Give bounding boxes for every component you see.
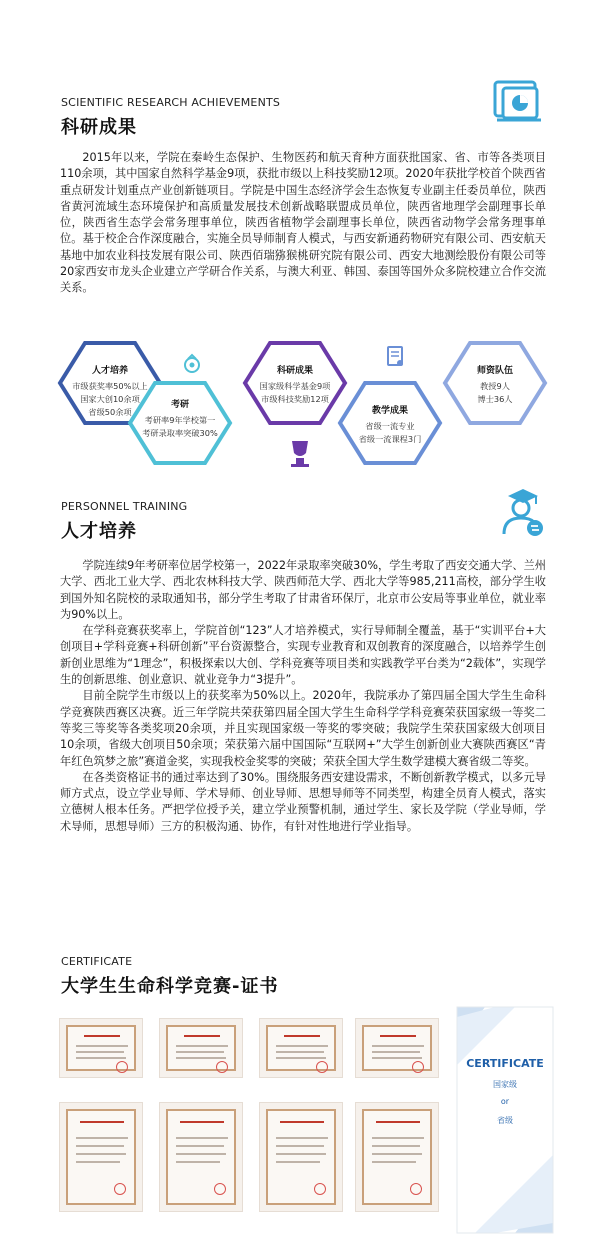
research-body: 2015年以来，学院在秦岭生态保护、生物医药和航天育种方面获批国家、省、市等各类项目110余项，其中国家自然科学基金9项，获批市级以上科技奖励12项。2020年获批学校首个陕西省重点研发计划重点产业创新链项目。学院是中国生态经济学会生态恢复专业副主任委员单位，陕西省黄河流域生态环境保护和高质量发展技术创新战略联盟成员单位，陕西省地理学会副理事长单位，陕西省生态学会常务理事单位，陕西省植物学会副理事长单位，陕西省动物学会常务理事单位。基于校企合作深度融合，实施全员导师制育人模式，与西安新通药物研究有限公司、西安航天基地中加农业科技发展有限公司、陕西佰瑞猕猴桃研究院有限公司、西安大地测绘股份有限公司等20家西安市龙头企业建立产学研合作关系，与澳大利亚、韩国、泰国等国外众多院校建立合作交流关系。: [60, 151, 546, 295]
certificate-image: [355, 1102, 439, 1212]
medal-icon: [185, 355, 199, 372]
hexagon-teaching-text: 教学成果 省级一流专业 省级一流课程3门: [358, 406, 422, 444]
certificate-image: [159, 1102, 243, 1212]
research-title-zh: 科研成果: [61, 117, 137, 138]
certificate-image: [259, 1018, 343, 1078]
hexagon-postgrad-text: 考研 考研率9年学校第一 考研录取率突破30%: [142, 400, 218, 438]
hexagon-talent-text: 人才培养 市级获奖率50%以上 国家大创10余项 省级50余项: [72, 366, 148, 417]
training-paragraph: 学院连续9年考研率位居学校第一，2022年录取率突破30%，学生考取了西安交通大学、兰州大学、西北工业大学、西北农林科技大学、陕西师范大学、西北大学等985,211高校，部分学生收到国外知名院校的录取通知书，部分学生考取了甘肃省环保厅，北京市公安局等事业单位，就业率为90%以上。: [60, 559, 546, 621]
certificate-image: [355, 1018, 439, 1078]
hexagon-research-text: 科研成果 国家级科学基金9项 市级科技奖励12项: [259, 366, 331, 404]
training-paragraph: 目前全院学生市级以上的获奖率为50%以上。2020年，我院承办了第四届全国大学生生命科学竞赛陕西赛区决赛。近三年学院共荣获第四届全国大学生生命科学学科竞赛荣获国家级一等奖二等奖三等奖等各类奖项20余项，并且实现国家级一等奖的零突破；我院学生荣获国家级大创项目10余项，省级大创项目50余项；荣获第六届中国国际“互联网+”大学生创新创业大赛陕西赛区“青年红色筑梦之旅”赛道金奖，实现我校金奖零的突破；荣获全国大学生数学建模大赛省级二等奖。: [60, 689, 546, 768]
research-title-en: SCIENTIFIC RESEARCH ACHIEVEMENTS: [61, 96, 281, 109]
training-title-en: PERSONNEL TRAINING: [61, 500, 188, 513]
certificate-gallery: [55, 1012, 445, 1232]
certificate-icon: [388, 347, 403, 366]
training-body: [60, 558, 546, 835]
certificate-image: [259, 1102, 343, 1212]
training-title-zh: 人才培养: [61, 521, 137, 542]
certificate-badge: [455, 1005, 555, 1235]
training-paragraph: 在学科竞赛获奖率上，学院首创“123”人才培养模式，实行导师制全覆盖，基于“实训平台+大创项目+学科竞赛+科研创新”平台资源整合，实现专业教育和双创教育的深度融合，以培养学生创新创业思维为“1理念”，积极探索以大创、学科竞赛等项目类和实践教学平台类为“2载体”，实现学生的创新思维、创业意识、就业竞争力“3提升”。: [60, 624, 546, 687]
certificate-title-zh: 大学生生命科学竞赛-证书: [61, 976, 279, 997]
badge-national: 国家级: [493, 1080, 517, 1089]
graduate-person-icon: [500, 486, 546, 538]
badge-provincial: 省级: [497, 1116, 513, 1125]
certificate-image: [59, 1018, 143, 1078]
hexagon-faculty-text: 师资队伍 教授9人 博士36人: [476, 366, 513, 404]
training-paragraph: 在各类资格证书的通过率达到了30%。围绕服务西安建设需求，不断创新教学模式，以多元导师方式点，设立学业导师、学术导师、创业导师、思想导师等不同类型，构建全员育人模式，落实立德树人根本任务。严把学位授予关，建立学业预警机制，通过学生、家长及学院（学业导师，学术导师，思想导师）三方的积极沟通、协作，有针对性地进行学业指导。: [60, 770, 546, 833]
badge-or: or: [500, 1097, 510, 1106]
badge-title: CERTIFICATE: [466, 1057, 544, 1070]
chart-document-icon: [493, 78, 545, 124]
achievement-hexagons: [40, 335, 560, 485]
certificate-title-en: CERTIFICATE: [61, 955, 133, 968]
certificate-image: [59, 1102, 143, 1212]
certificate-image: [159, 1018, 243, 1078]
trophy-icon: [291, 441, 309, 467]
